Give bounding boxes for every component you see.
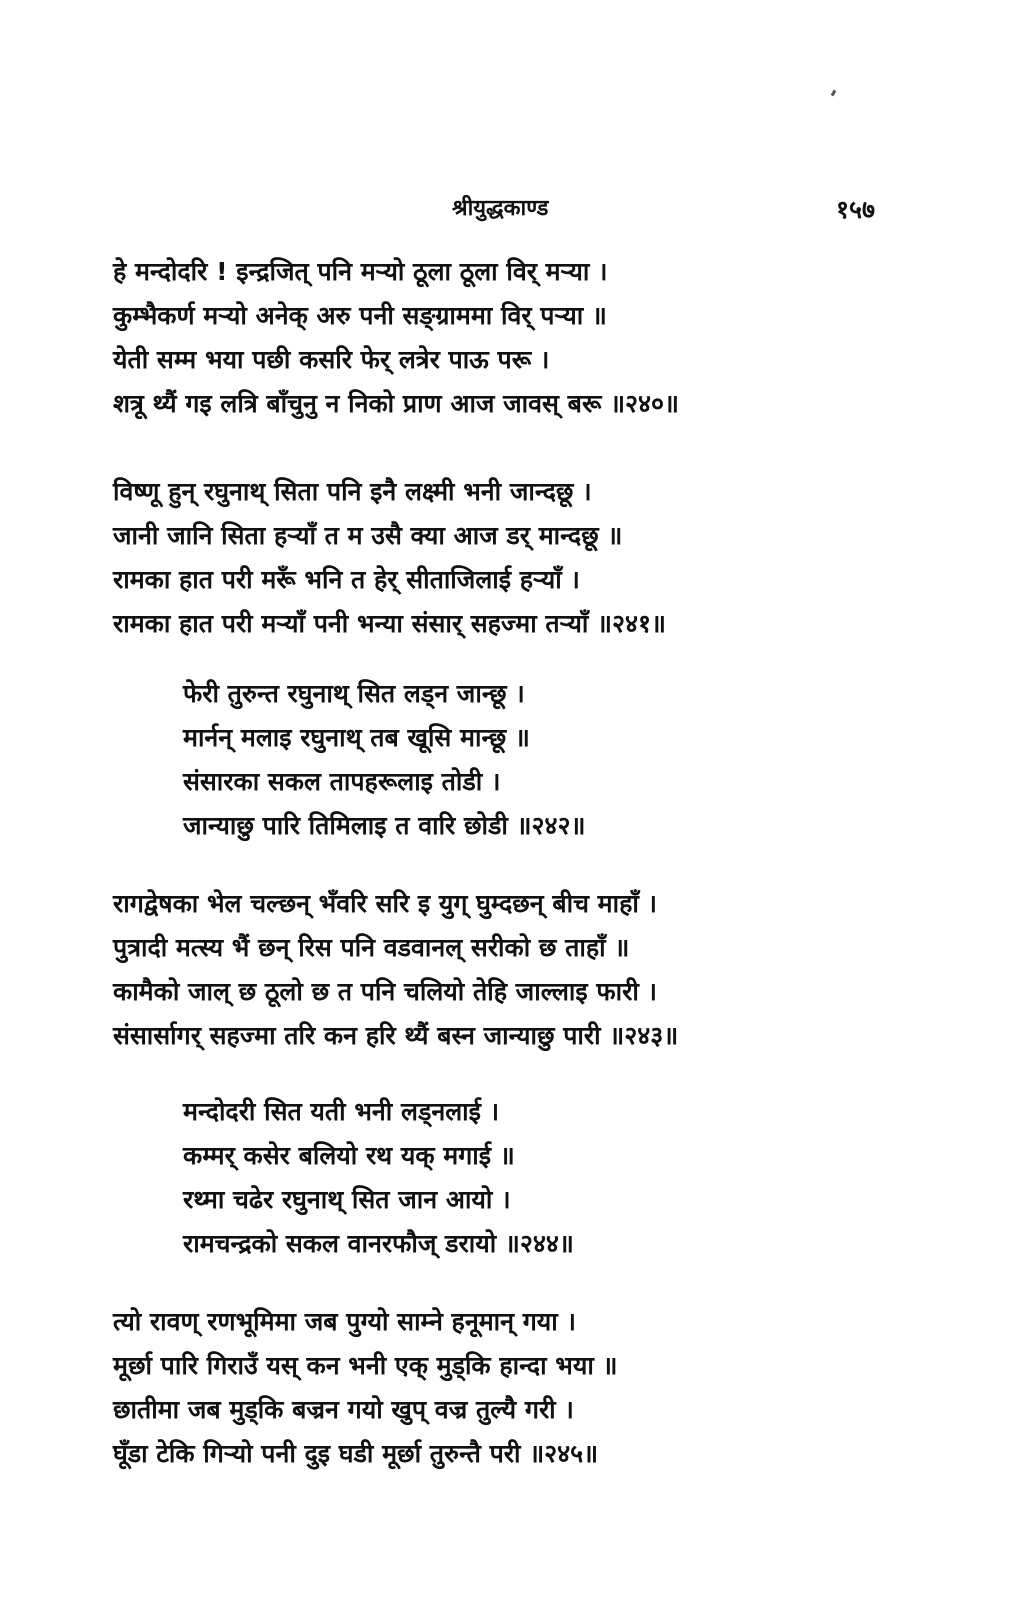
verse-line: रथ्मा चढेर रघुनाथ् सित जान आयो ।: [183, 1185, 511, 1214]
verse-244: [183, 1090, 574, 1266]
verse-line: पुत्रादी मत्स्य भैं छन् रिस पनि वडवानल् सरीको छ ताहाँ ॥: [113, 933, 630, 962]
verse-line: छातीमा जब मुड्कि बज्रन गयो खुप् वज्र तुल्यै गरी ।: [113, 1395, 574, 1424]
verse-line: रामचन्द्रको सकल वानरफौज् डरायो ॥२४४॥: [183, 1229, 574, 1258]
verse-line: रागद्वेषका भेल चल्छन् भँवरि सरि इ युग् घुम्दछन् बीच माहाँ ।: [113, 889, 658, 918]
verse-line: विष्णू हुन् रघुनाथ् सिता पनि इनै लक्ष्मी भनी जान्दछू ।: [113, 477, 592, 506]
verse-line: संसार्सागर् सहज्मा तरि कन हरि थ्यैं बस्न जान्याछु पारी ॥२४३॥: [113, 1021, 679, 1050]
verse-243: [113, 882, 678, 1058]
verse-line: घूँडा टेकि गिऱ्यो पनी दुइ घडी मूर्छा तुरुन्तै परी ॥२४५॥: [113, 1439, 599, 1468]
verse-line: संसारका सकल तापहरूलाइ तोडी ।: [183, 767, 501, 796]
verse-line: रामका हात परी मरूँ भनि त हेर् सीताजिलाई हऱ्याँ ।: [113, 565, 580, 594]
verse-242: [183, 672, 585, 848]
verse-line: जान्याछु पारि तिमिलाइ त वारि छोडी ॥२४२॥: [183, 811, 586, 840]
verse-line: कामैको जाल् छ ठूलो छ त पनि चलियो तेहि जाल्लाइ फारी ।: [113, 977, 658, 1006]
verse-line: रामका हात परी मऱ्याँ पनी भन्या संसार् सहज्मा तऱ्याँ ॥२४१॥: [113, 609, 666, 638]
page-number: १५७: [836, 195, 876, 224]
running-header: [0, 192, 1024, 232]
verse-line: त्यो रावण् रणभूमिमा जब पुग्यो साम्ने हनूमान् गया ।: [113, 1307, 576, 1336]
verse-line: फेरी तुरुन्त रघुनाथ् सित लड्न जान्छू ।: [183, 679, 525, 708]
verse-line: मार्नन् मलाइ रघुनाथ् तब खूसि मान्छू ॥: [183, 723, 530, 752]
verse-line: कम्मर् कसेर बलियो रथ यक् मगाई ॥: [183, 1141, 515, 1170]
verse-241: [113, 470, 666, 646]
stray-ink-mark: [831, 90, 837, 97]
verse-line: मूर्छा पारि गिराउँ यस् कन भनी एक् मुड्कि हान्दा भया ॥: [113, 1351, 618, 1380]
verse-line: हे मन्दोदरि ! इन्द्रजित् पनि मऱ्यो ठूला ठूला विर् मऱ्या ।: [113, 257, 608, 286]
verse-240: [113, 250, 679, 426]
verse-line: शत्रू थ्यैं गइ लत्रि बाँचुनु न निको प्राण आज जावस् बरू ॥२४०॥: [113, 389, 680, 418]
verse-245: [113, 1300, 618, 1476]
verse-line: जानी जानि सिता हऱ्याँ त म उसै क्या आज डर् मान्दछू ॥: [113, 521, 623, 550]
verse-line: कुम्भैकर्ण मऱ्यो अनेक् अरु पनी सङ्ग्राममा विर् पऱ्या ॥: [113, 301, 607, 330]
verse-line: येती सम्म भया पछी कसरि फेर् लत्रेर पाऊ परू ।: [113, 345, 550, 374]
running-title: श्रीयुद्धकाण्ड: [452, 196, 549, 221]
verse-line: मन्दोदरी सित यती भनी लड्नलाई ।: [183, 1097, 500, 1126]
